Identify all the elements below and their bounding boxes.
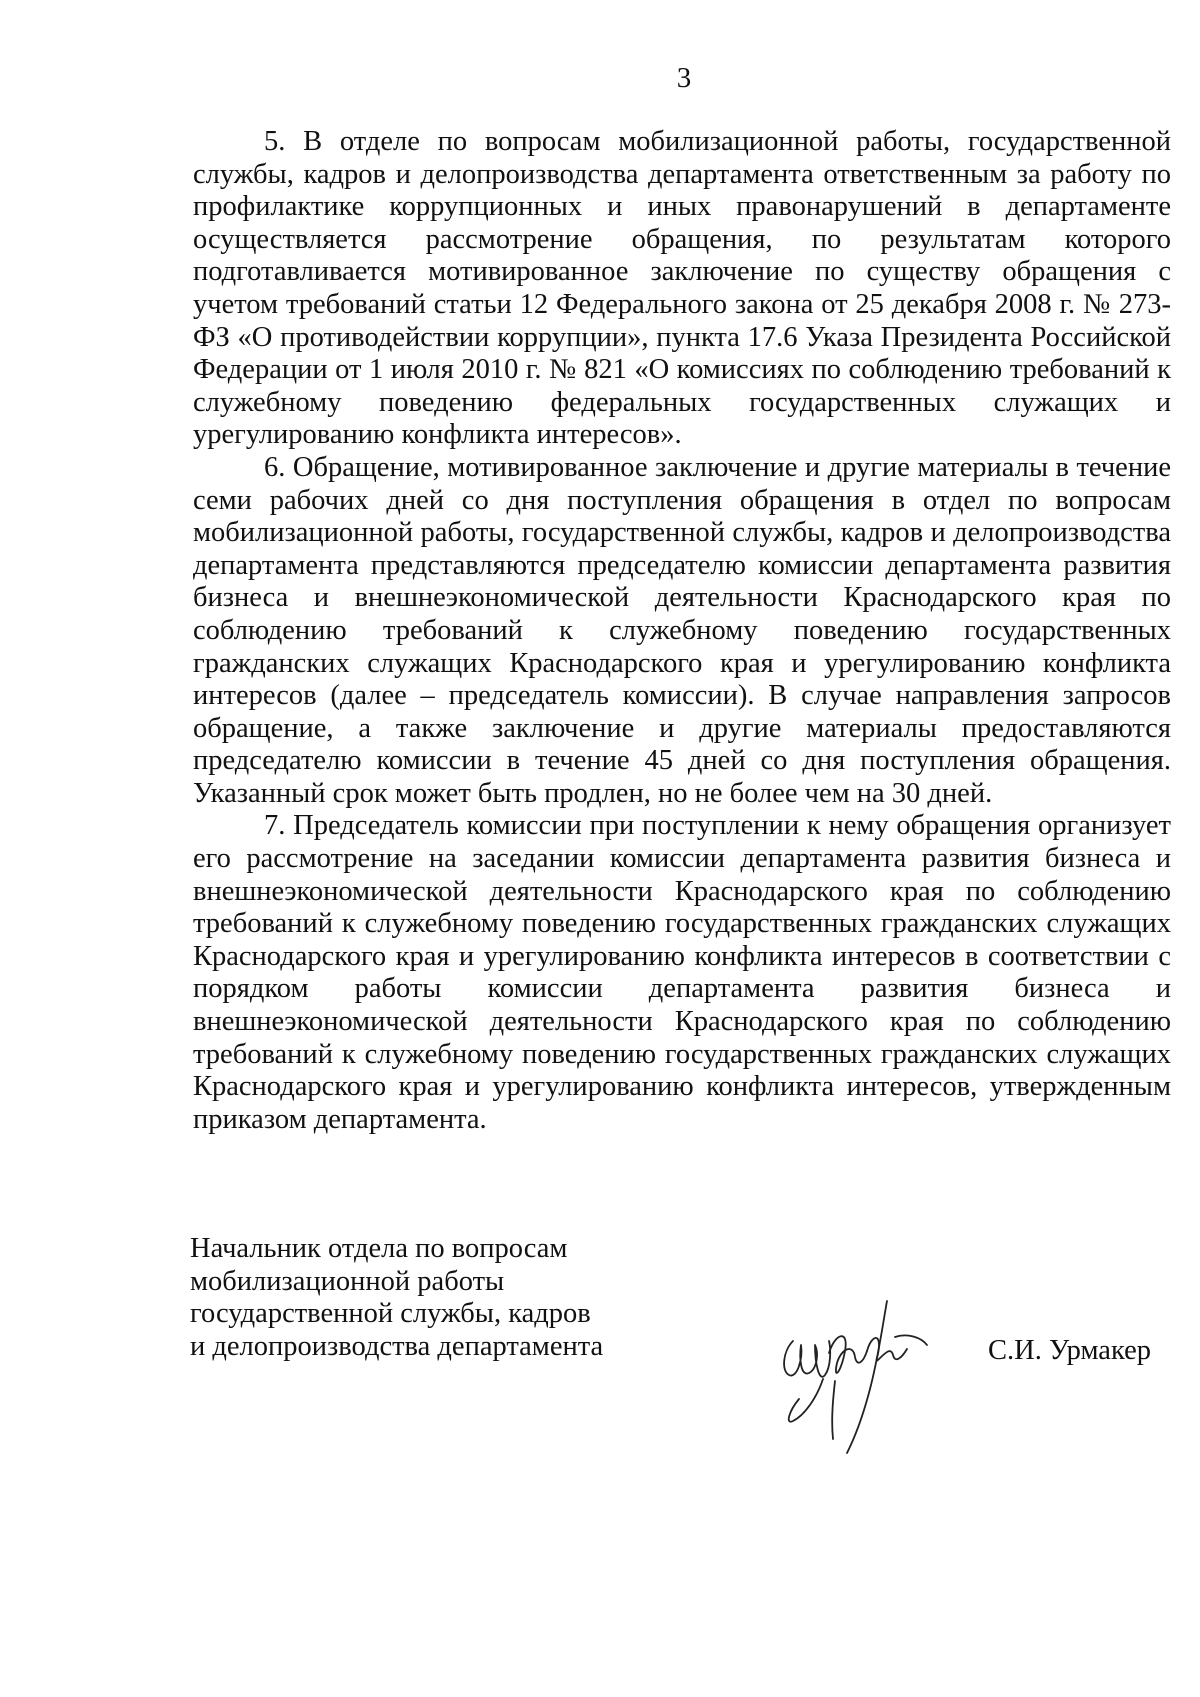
position-line: и делопроизводства департамента [190,1330,604,1362]
signatory-position [190,1233,610,1363]
position-line: Начальник отдела по вопросам [190,1233,568,1264]
position-line: государственной службы, кадров [190,1298,591,1330]
position-line: мобилизационной работы [190,1265,505,1297]
paragraph-6: 6. Обращение, мотивированное заключение и другие материалы в течение семи рабочих дней со дня поступления обращения в отдел по вопросам мобилизационной работы, государственной службы, кадров и делопроизводства департамента представляются председателю комиссии департамента развития бизнеса и внешнеэкономической деятельности Краснодарского края по соблюдению требований к служебному поведению государственных гражданских служащих Краснодарского края и урегулированию конфликта интересов (далее – председатель комиссии). В случае направления запросов обращение, а также заключение и другие материалы предоставляются председателю комиссии в течение 45 дней со дня поступления обращения. Указанный срок может быть продлен, но не более чем на 30 дней. [193,451,1171,809]
handwritten-signature [775,1293,935,1458]
document-body [193,126,1171,1136]
signer-name: С.И. Урмакер [988,1335,1151,1366]
page-number: 3 [676,62,692,94]
paragraph-5: 5. В отделе по вопросам мобилизационной работы, государственной службы, кадров и делопроизводства департамента ответственным за работу по профилактике коррупционных и иных правонарушений в департаменте осуществляется рассмотрение обращения, по результатам которого подготавливается мотивированное заключение по существу обращения с учетом требований статьи 12 Федерального закона от 25 декабря 2008 г. № 273-ФЗ «О противодействии коррупции», пункта 17.6 Указа Президента Российской Федерации от 1 июля 2010 г. № 821 «О комиссиях по соблюдению требований к служебному поведению федеральных государственных служащих и урегулированию конфликта интересов». [193,126,1171,451]
paragraph-7: 7. Председатель комиссии при поступлении к нему обращения организует его рассмотрение на заседании комиссии департамента развития бизнеса и внешнеэкономической деятельности Краснодарского края по соблюдению требований к служебному поведению государственных гражданских служащих Краснодарского края и урегулированию конфликта интересов в соответствии с порядком работы комиссии департамента развития бизнеса и внешнеэкономической деятельности Краснодарского края по соблюдению требований к служебному поведению государственных гражданских служащих Краснодарского края и урегулированию конфликта интересов, утвержденным приказом департамента. [193,810,1171,1135]
